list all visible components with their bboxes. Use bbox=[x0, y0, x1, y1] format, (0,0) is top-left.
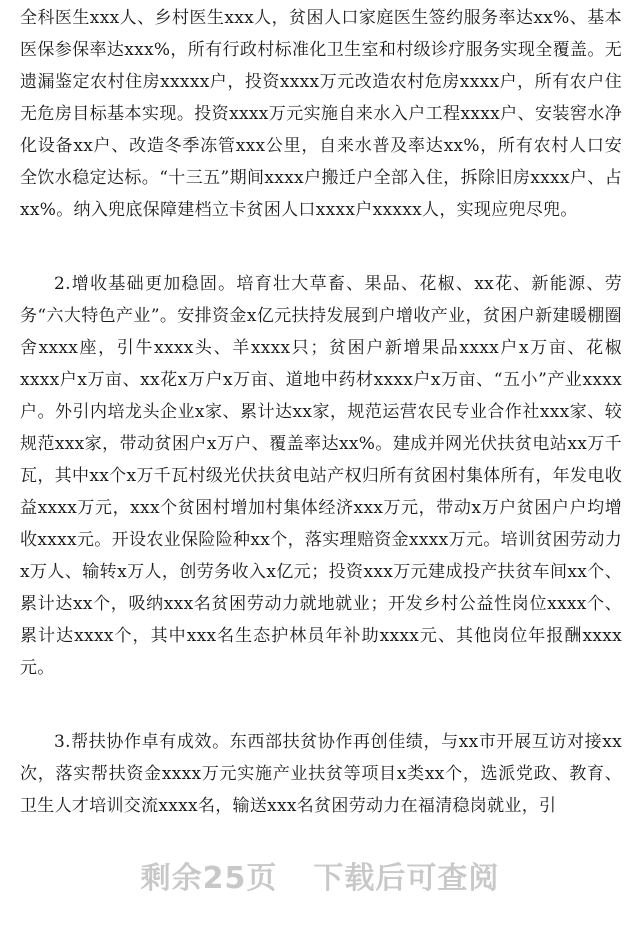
paragraph-1: 全科医生xxx人、乡村医生xxx人，贫困人口家庭医生签约服务率达xx%、基本医保参保率达xxx%，所有行政村标准化卫生室和村级诊疗服务实现全覆盖。无遗漏鉴定农村住房xxxxx户，投资xxxx万元改造农村危房xxxx户，所有农户住无危房目标基本实现。投资xxxx万元实施自来水入户工程xxxx户、安装窖水净化设备xx户、改造冬季冻管xxx公里，自来水普及率达xx%，所有农村人口安全饮水稳定达标。“十三五”期间xxxx户搬迁户全部入住，拆除旧房xxxx户、占xx%。纳入兜底保障建档立卡贫困人口xxxx户xxxxx人，实现应兜尽兜。 bbox=[20, 8, 622, 220]
paragraph-3: 3.帮扶协作卓有成效。东西部扶贫协作再创佳绩，与xx市开展互访对接xx次，落实帮扶资金xxxx万元实施产业扶贫等项目x类xx个，选派党政、教育、卫生人才培训交流xxxx名，输送xxx名贫困劳动力在福清稳岗就业，引 bbox=[20, 732, 622, 816]
download-to-view-label: 下载后可查阅 bbox=[313, 861, 500, 896]
remaining-pages-label: 剩余25页 bbox=[140, 861, 278, 896]
paragraph-2: 2.增收基础更加稳固。培育壮大草畜、果品、花椒、xx花、新能源、劳务“六大特色产业”。安排资金x亿元扶持发展到户增收产业，贫困户新建暖棚圈舍xxxx座，引牛xxxx头、羊xxxx只；贫困户新增果品xxxx户x万亩、花椒xxxx户x万亩、xx花x万户x万亩、道地中药材xxxx户x万亩、“五小”产业xxxx户。外引内培龙头企业x家、累计达xx家，规范运营农民专业合作社xxx家、较规范xxx家，带动贫困户x万户、覆盖率达xx%。建成并网光伏扶贫电站xx万千瓦，其中xx个x万千瓦村级光伏扶贫电站产权归所有贫困村集体所有，年发电收益xxxx万元，xxx个贫困村增加村集体经济xxx万元，带动x万户贫困户户均增收xxxx元。开设农业保险险种xx个，落实理赔资金xxxx万元。培训贫困劳动力x万人、输转x万人，创劳务收入x亿元；投资xxx万元建成投产扶贫车间xx个、累计达xx个，吸纳xxx名贫困劳动力就地就业；开发乡村公益性岗位xxxx个、累计达xxxx个，其中xxx名生态护林员年补助xxxx元、其他岗位年报酬xxxx元。 bbox=[20, 274, 622, 678]
download-prompt[interactable] bbox=[0, 853, 640, 897]
